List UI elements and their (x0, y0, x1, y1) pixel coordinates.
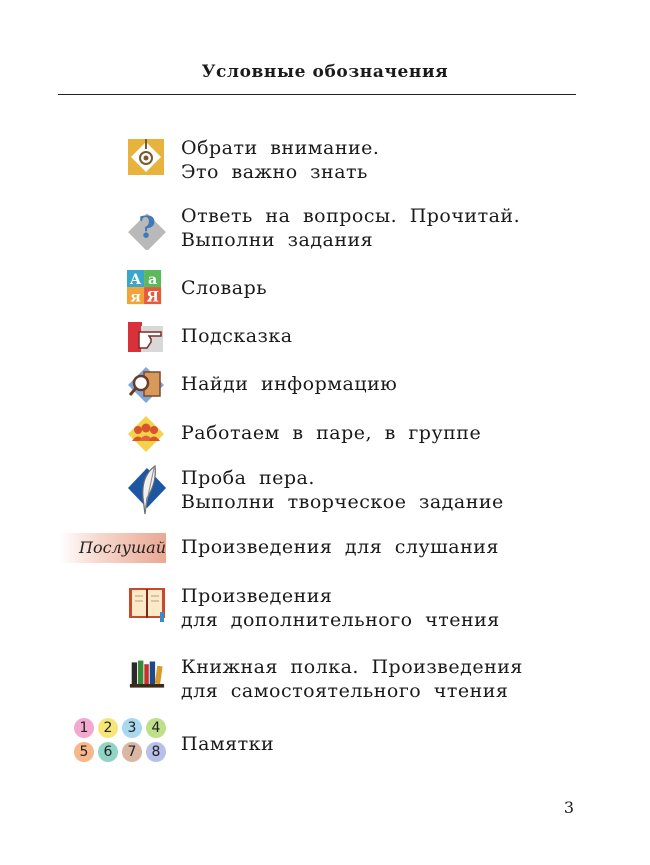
memo-number-badge: 8 (146, 742, 166, 762)
quill-pen-icon (127, 464, 167, 516)
legend-text-line: Ответь на вопросы. Прочитай. (181, 205, 521, 227)
svg-text:?: ? (138, 209, 156, 245)
memo-numbers-icon (74, 718, 170, 762)
memo-number-badge: 5 (74, 742, 94, 762)
legend-text-line: Книжная полка. Произведения (181, 656, 523, 678)
memo-number-badge: 4 (146, 718, 166, 738)
attention-icon (127, 138, 165, 176)
memo-number-badge: 2 (98, 718, 118, 738)
legend-text-line: Проба пера. (181, 467, 315, 489)
dictionary-icon (127, 270, 163, 306)
dictionary-letter: я (130, 289, 141, 306)
legend-text-line: Словарь (181, 277, 268, 299)
dictionary-letter: а (147, 272, 158, 289)
legend-text-line: Найди информацию (181, 373, 398, 395)
memo-number-badge: 1 (74, 718, 94, 738)
legend-text-line: Это важно знать (181, 161, 368, 183)
legend-text-line: для дополнительного чтения (181, 609, 500, 631)
legend-text-line: Выполни задания (181, 229, 374, 251)
page-title: Условные обозначения (201, 62, 449, 82)
memo-number-badge: 6 (98, 742, 118, 762)
dictionary-letter: Я (146, 289, 159, 306)
bookshelf-icon (127, 657, 167, 693)
memo-number-badge: 7 (122, 742, 142, 762)
question-icon (127, 208, 167, 250)
magnifier-book-icon (127, 366, 165, 404)
open-book-icon (127, 584, 167, 624)
legend-text-line: Подсказка (181, 325, 293, 347)
memo-number-badge: 3 (122, 718, 142, 738)
dictionary-letter: А (129, 272, 142, 289)
legend-text-line: для самостоятельного чтения (181, 680, 509, 702)
legend-text-line: Произведения для слушания (181, 536, 499, 558)
listen-badge (60, 533, 166, 563)
pointing-hand-icon (127, 318, 165, 356)
legend-text-line: Выполни творческое задание (181, 491, 504, 513)
legend-text-line: Произведения (181, 585, 333, 607)
page-number: 3 (563, 798, 574, 817)
legend-text-line: Памятки (181, 733, 275, 755)
legend-text-line: Обрати внимание. (181, 137, 380, 159)
title-rule (58, 94, 576, 95)
legend-text-line: Работаем в паре, в группе (181, 422, 482, 444)
listen-badge-label: Послушай (78, 538, 166, 557)
group-people-icon (127, 415, 165, 453)
